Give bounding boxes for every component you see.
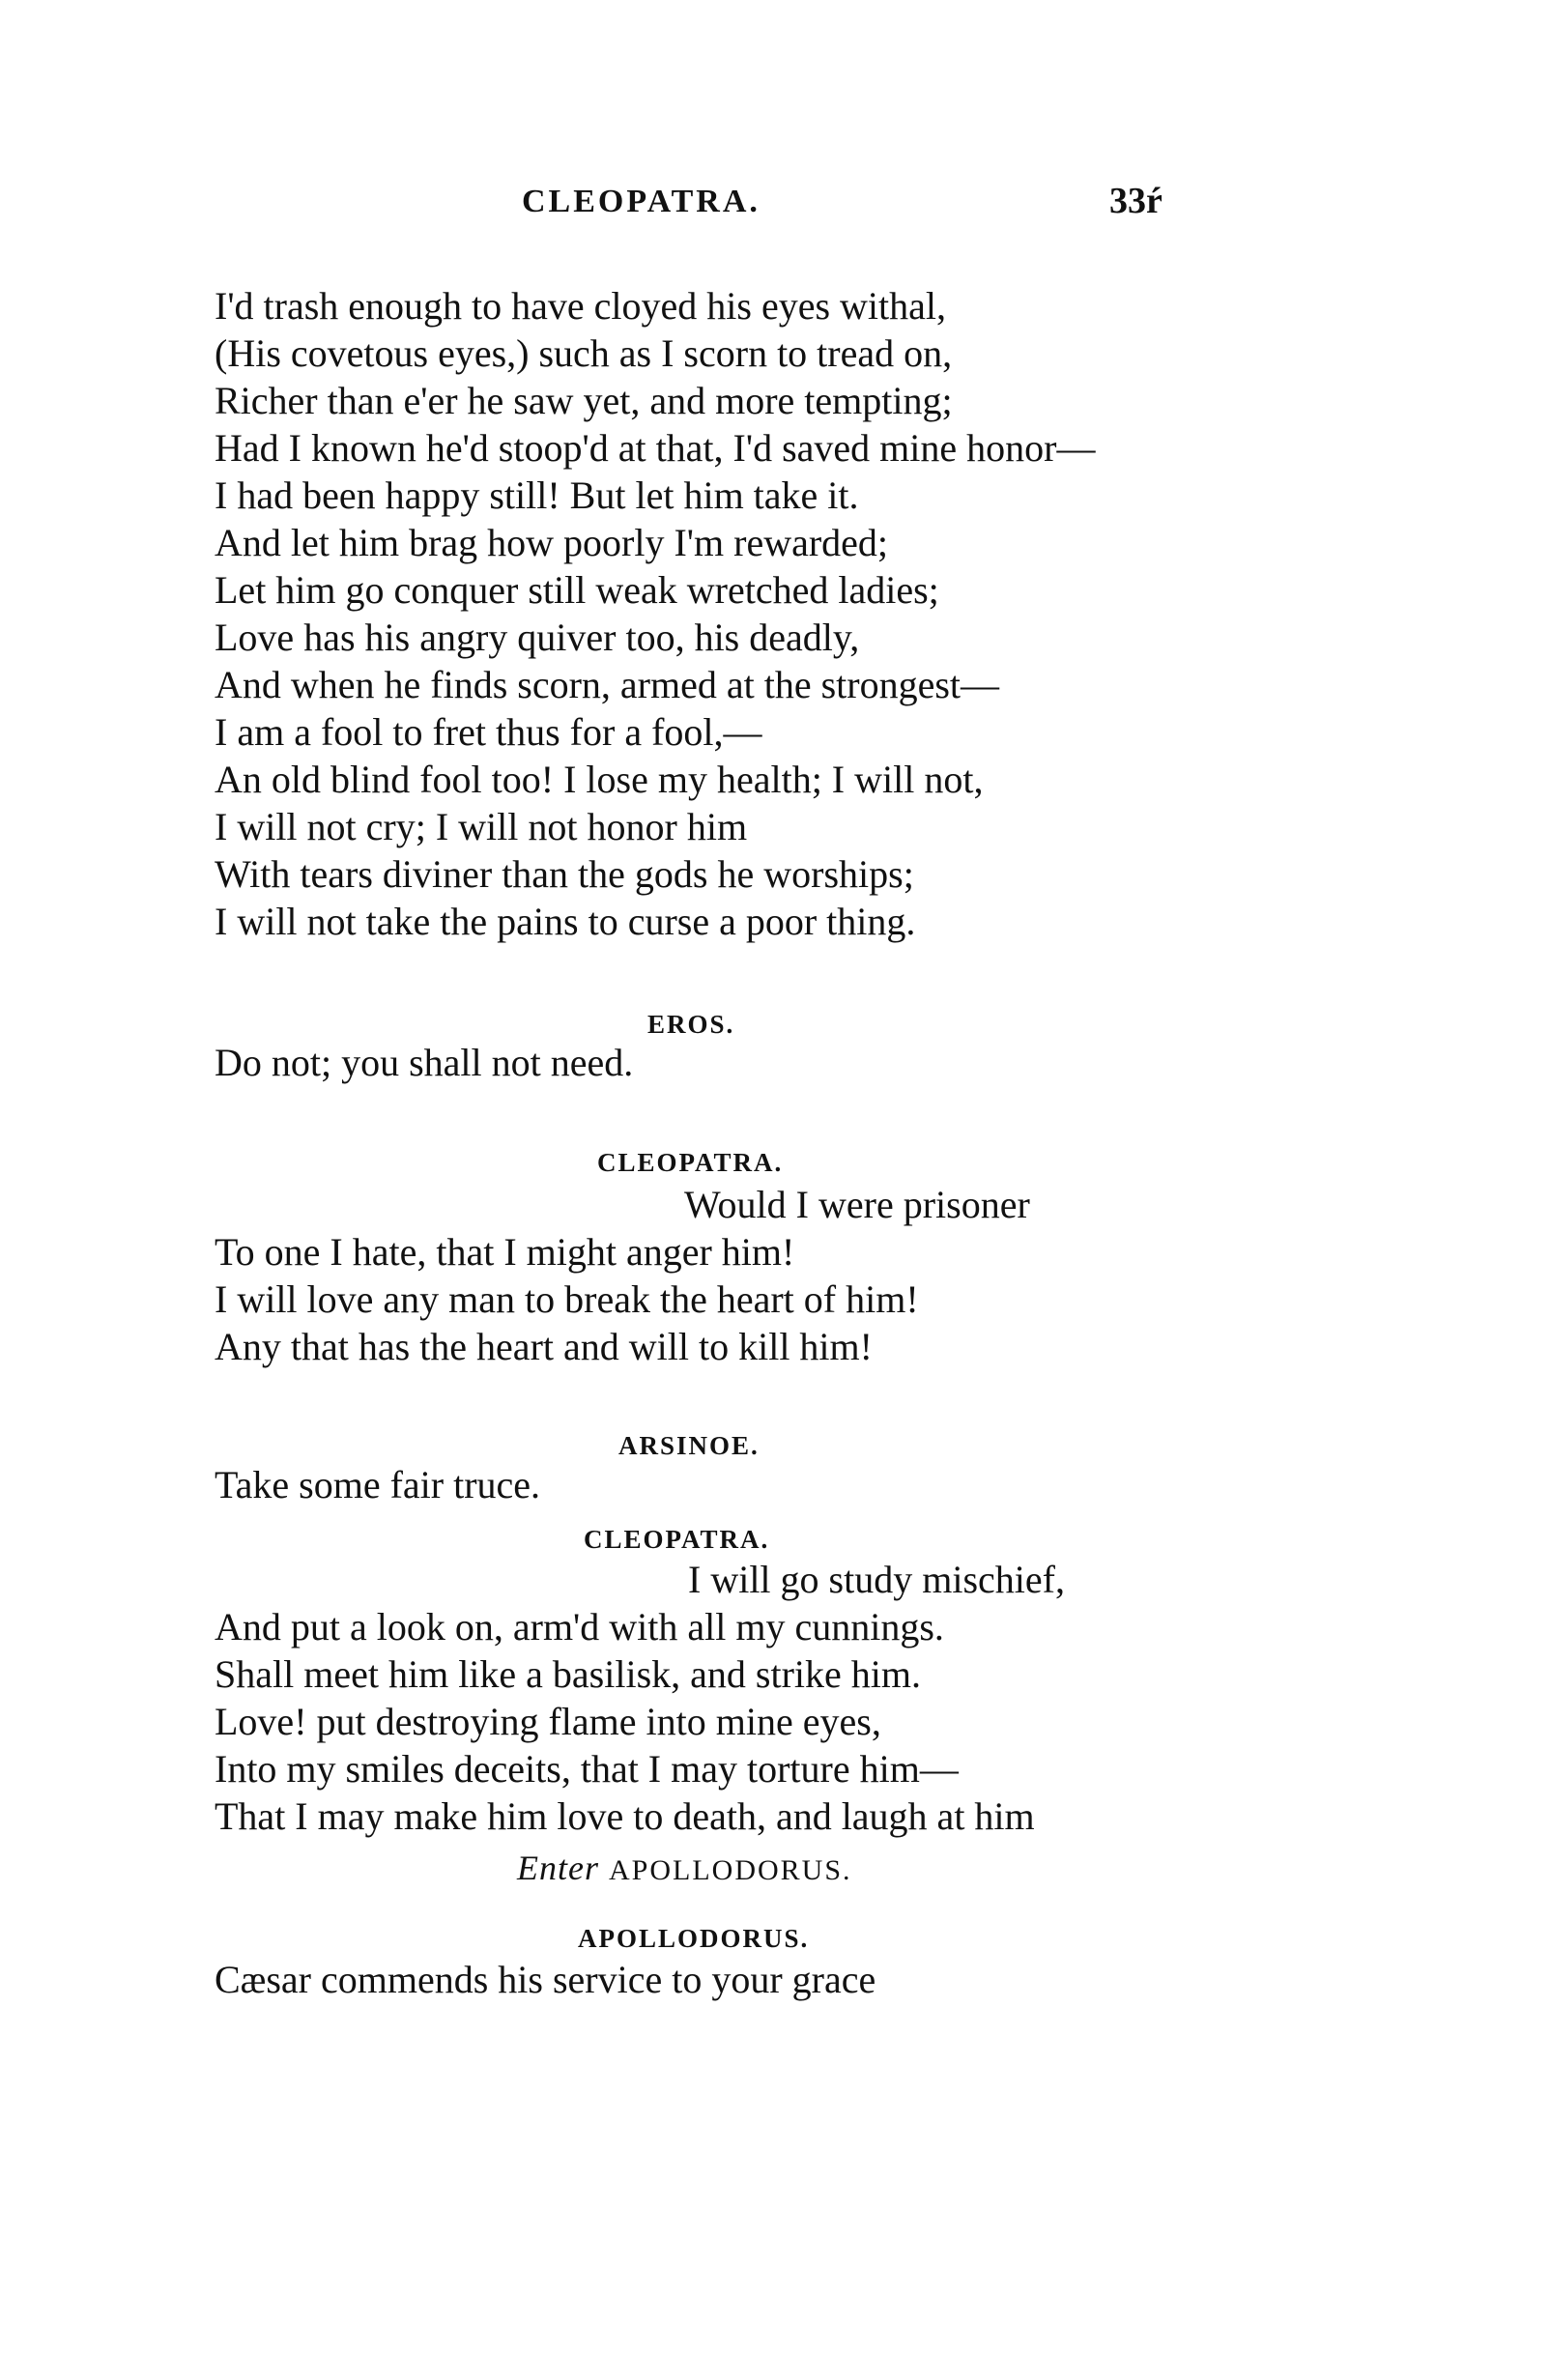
- verse-line: And when he finds scorn, armed at the strongest—: [215, 663, 1000, 706]
- verse-line: I will not cry; I will not honor him: [215, 805, 748, 848]
- verse-line: An old blind fool too! I lose my health; I will not,: [215, 758, 984, 801]
- stage-character-name: APOLLODORUS.: [608, 1854, 852, 1886]
- running-head: CLEOPATRA.: [522, 184, 761, 219]
- speaker-eros: EROS.: [647, 1010, 735, 1039]
- verse-line: Shall meet him like a basilisk, and strike him.: [215, 1652, 921, 1696]
- page-number: 33ŕ: [1109, 181, 1162, 221]
- verse-line: Richer than e'er he saw yet, and more tempting;: [215, 379, 953, 422]
- verse-line: Cæsar commends his service to your grace: [215, 1958, 876, 2001]
- verse-line: Let him go conquer still weak wretched ladies;: [215, 568, 939, 612]
- verse-passage-cleopatra-3: [215, 1556, 1326, 1840]
- speaker-apollodorus: APOLLODORUS.: [578, 1924, 810, 1953]
- verse-line: Love has his angry quiver too, his deadly,: [215, 616, 860, 659]
- verse-passage-cleopatra-2: [215, 1181, 1326, 1370]
- verse-line: I will love any man to break the heart of him!: [215, 1277, 919, 1321]
- verse-line: Would I were prisoner: [684, 1183, 1030, 1226]
- stage-direction: [517, 1848, 852, 1888]
- verse-passage-eros: [215, 1039, 1326, 1086]
- verse-line: Take some fair truce.: [215, 1463, 541, 1506]
- verse-line: Any that has the heart and will to kill him!: [215, 1325, 873, 1368]
- verse-line: (His covetous eyes,) such as I scorn to tread on,: [215, 331, 953, 375]
- speaker-cleopatra: CLEOPATRA.: [584, 1525, 770, 1554]
- verse-line: I am a fool to fret thus for a fool,—: [215, 710, 762, 754]
- verse-passage-arsinoe: [215, 1461, 1326, 1508]
- verse-line: I'd trash enough to have cloyed his eyes withal,: [215, 284, 947, 328]
- verse-line: That I may make him love to death, and laugh at him: [215, 1794, 1035, 1838]
- speaker-arsinoe: ARSINOE.: [618, 1431, 760, 1460]
- verse-line: And let him brag how poorly I'm rewarded;: [215, 521, 889, 564]
- verse-line: I will go study mischief,: [688, 1558, 1065, 1601]
- verse-line: With tears diviner than the gods he worships;: [215, 852, 914, 896]
- verse-line: Do not; you shall not need.: [215, 1041, 634, 1084]
- verse-line: And put a look on, arm'd with all my cunnings.: [215, 1605, 944, 1649]
- verse-passage-apollodorus: [215, 1956, 1326, 2003]
- verse-line: To one I hate, that I might anger him!: [215, 1230, 795, 1274]
- verse-line: I had been happy still! But let him take it.: [215, 473, 859, 517]
- speaker-cleopatra: CLEOPATRA.: [597, 1148, 784, 1177]
- verse-line: Into my smiles deceits, that I may torture him—: [215, 1747, 959, 1791]
- verse-line: Love! put destroying flame into mine eyes,: [215, 1700, 881, 1743]
- verse-line: I will not take the pains to curse a poor thing.: [215, 900, 916, 943]
- page-header: [0, 181, 1550, 242]
- verse-passage-cleopatra: [215, 282, 1326, 945]
- stage-enter: Enter: [517, 1849, 599, 1887]
- verse-line: Had I known he'd stoop'd at that, I'd saved mine honor—: [215, 426, 1096, 470]
